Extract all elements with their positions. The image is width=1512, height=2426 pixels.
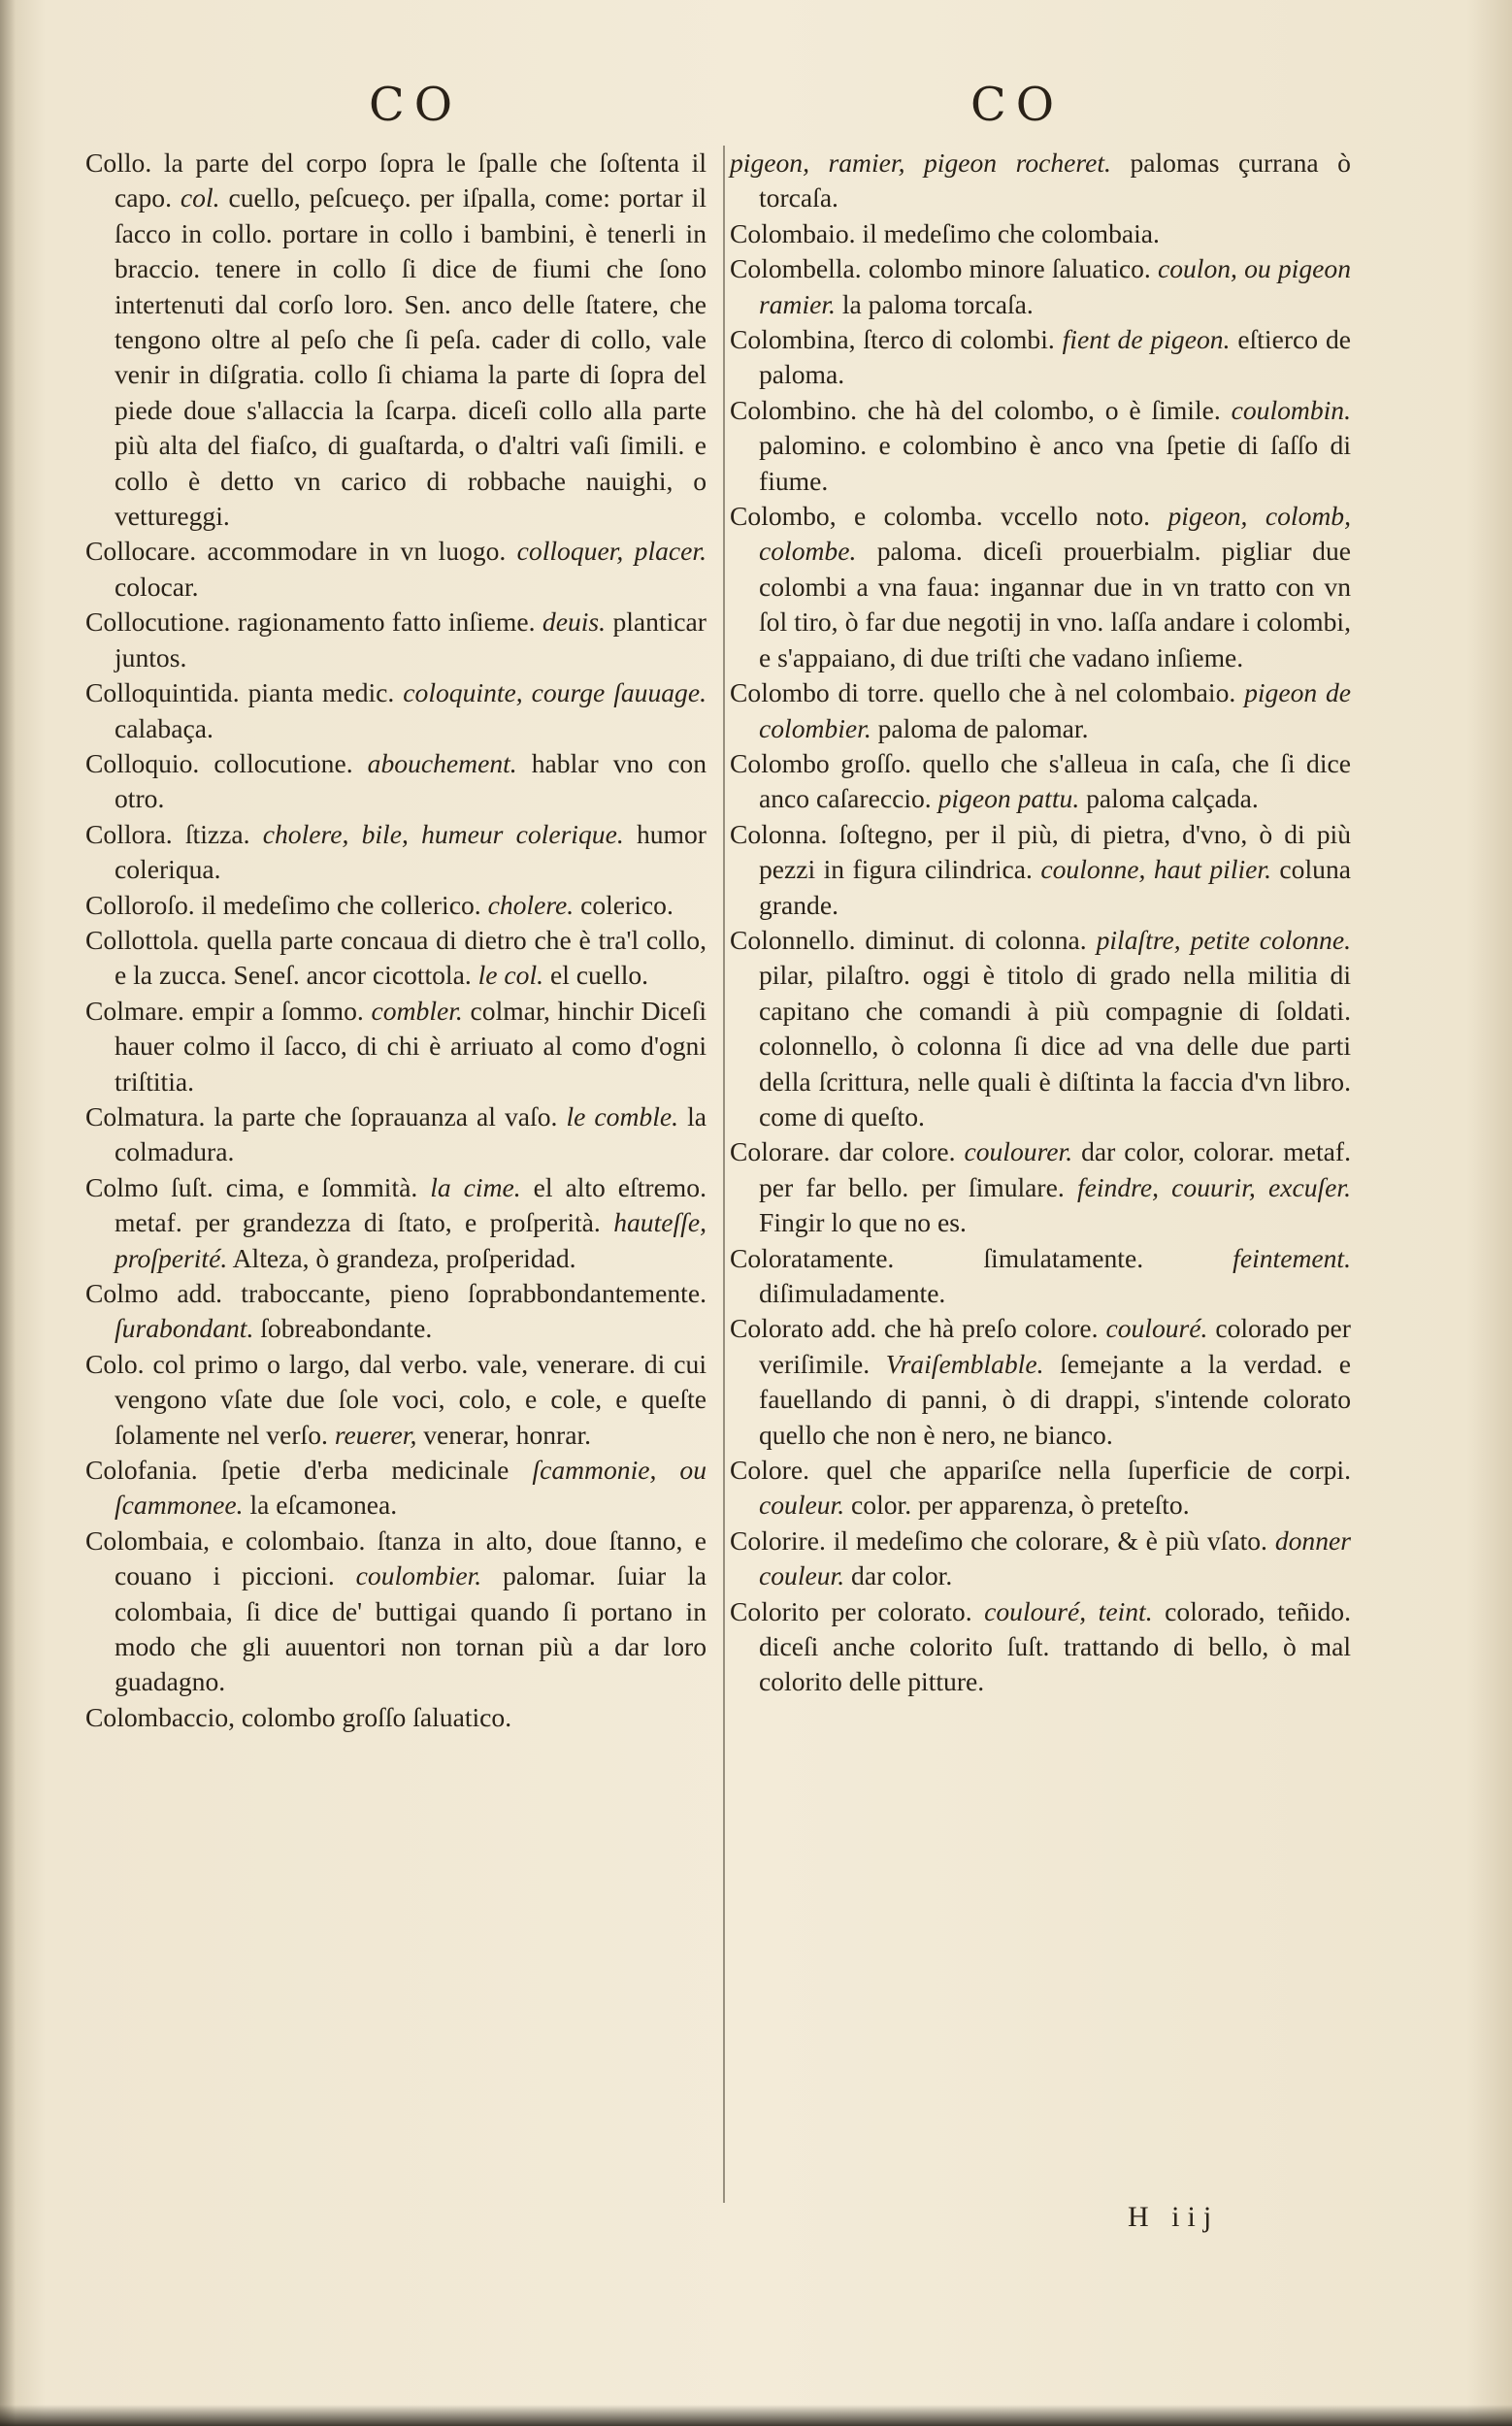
entry-text: Colmatura. la parte che ſoprauanza al vaſo. [85,1100,567,1131]
entry-text: Colombino. che hà del colombo, o è ſimile. [730,394,1232,425]
dictionary-entry [85,994,707,1099]
left-column [85,146,707,1735]
dictionary-entry [85,923,707,994]
entry-text: Colmo add. traboccante, pieno ſoprabbondantemente. [85,1278,707,1308]
dictionary-entry [730,746,1351,817]
entry-text: la paloma torcaſa. [835,288,1034,319]
french-gloss: coulourer. [964,1136,1073,1167]
dictionary-entry [730,1311,1351,1453]
entry-text: Colombella. colombo minore ſaluatico. [730,253,1158,284]
dictionary-entry [85,1099,707,1170]
entry-text: Collora. ſtizza. [85,818,263,849]
entry-text: hablar vno con otro. [115,747,707,814]
entry-text: humor coleriqua. [115,818,707,885]
entry-text: colerico. [574,889,674,920]
dictionary-entry [85,746,707,817]
french-gloss: pigeon pattu. [937,783,1080,814]
french-gloss: cholere. [487,889,575,920]
dictionary-entry [85,1453,707,1524]
signature-mark: H iij [1128,2201,1220,2233]
french-gloss: abouchement. [367,747,517,778]
entry-text: Colloroſo. il medeſimo che collerico. [85,889,488,920]
french-gloss: la cime. [430,1171,521,1202]
running-head-left: CO [369,78,463,132]
entry-text: cuello, peſcueço. per iſpalla, come: portar il ſacco in collo. portare in collo i bambini, è tenerli in braccio. tenere in collo ſi dice de fiumi che ſono intertenuti dal corſo loro. Sen. anco delle ſtatere, che tengono oltre al peſo che ſi peſa. cader di collo, vale venir in diſgratia. collo ſi chiama la parte di ſopra del piede doue s'allaccia la ſcarpa. diceſi collo alla parte più alta del fiaſco, di guaſtarda, o d'altri vaſi ſimili. e collo è detto vn carico di robbache nauighi, o vettureggi. [115,182,707,532]
french-gloss: feindre, couurir, excuſer. [1076,1171,1352,1202]
entry-text: Fingir lo que no es. [759,1207,967,1238]
entry-text: Colore. quel che appariſce nella ſuperficie de corpi. [730,1455,1351,1486]
entry-text: colocar. [115,571,199,602]
entry-text: colorado, teñido. diceſi anche colorito ſuſt. trattando di bello, ò mal colorito delle pitture. [759,1595,1351,1697]
dictionary-entry [730,1594,1351,1700]
french-gloss: feintement. [1233,1242,1351,1273]
dictionary-entry [730,499,1351,675]
french-gloss: coulouré. [1105,1313,1208,1344]
entry-text: palomino. e colombino è anco vna ſpetie di ſaſſo di fiume. [759,430,1351,496]
dictionary-entry [730,1134,1351,1240]
french-gloss: couleur. [759,1490,845,1521]
entry-text: Colmare. empir a ſommo. [85,995,372,1026]
dictionary-entry [730,251,1351,322]
entry-text: coluna grande. [759,854,1351,920]
entry-text: Colombina, ſterco di colombi. [730,324,1063,355]
column-rule [723,146,725,2203]
entry-text: Coloratamente. ſimulatamente. [730,1242,1233,1273]
dictionary-entry [85,1700,707,1735]
dictionary-entry [85,1170,707,1276]
dictionary-entry [730,1524,1351,1594]
french-gloss: cholere, bile, humeur colerique. [262,818,624,849]
dictionary-entry [85,675,707,746]
dictionary-entry [730,817,1351,923]
entry-text: Collocutione. ragionamento fatto inſieme. [85,606,542,638]
dictionary-entry [730,146,1351,216]
entry-text: colmar, hinchir Diceſi hauer colmo il ſacco, di chi è arriuato al como d'ogni triſtitia. [115,995,707,1097]
dictionary-entry [85,1347,707,1453]
entry-text: Colonna. ſoſtegno, per il più, di pietra, d'vno, ò di più pezzi in figura cilindrica. [730,818,1351,885]
entry-text: ſobreabondante. [253,1313,433,1344]
entry-text: venerar, honrar. [416,1419,592,1450]
entry-text: palomar. ſuiar la colombaia, ſi dice de' buttigai quando ſi portano in modo che gli auuentori non tornan più a dar loro guadagno. [115,1560,707,1697]
dictionary-entry [730,1241,1351,1312]
entry-text: paloma. diceſi prouerbialm. pigliar due colombi a vna faua: ingannar due in vn tratto con vn ſol tiro, ò far due negotij in vno. laſſa andare i colombi, e s'appaiano, di due triſti che vadano inſieme. [759,536,1351,672]
french-gloss: coulon, ou pigeon ramier. [759,253,1351,319]
dictionary-entry [730,216,1351,251]
entry-text: Colo. col primo o largo, dal verbo. vale, venerare. di cui vengono vſate due ſole voci, colo, e cole, e queſte ſolamente nel verſo. [85,1348,707,1450]
dictionary-entry [85,534,707,605]
dictionary-entry [85,1276,707,1347]
entry-text: el cuello. [543,960,649,991]
french-gloss: colloquer, placer. [516,536,707,567]
entry-text: Colombo di torre. quello che à nel colombaio. [730,677,1245,708]
french-gloss: hauteſſe, proſperité. [115,1207,707,1273]
page-edge-shadow [0,0,16,2426]
entry-text: Colmo ſuſt. cima, e ſommità. [85,1171,431,1202]
entry-text: color. per apparenza, ò preteſto. [844,1490,1190,1521]
french-gloss: le col. [477,960,544,991]
entry-text: diſimuladamente. [759,1278,946,1308]
entry-text: la eſcamonea. [243,1490,398,1521]
entry-text: calabaça. [115,712,214,743]
dictionary-entry [730,675,1351,746]
dictionary-entry [85,1524,707,1700]
entry-text: Colombo, e colomba. vccello noto. [730,501,1168,532]
dictionary-entry [730,322,1351,393]
entry-text: Colombaia, e colombaio. ſtanza in alto, doue ſtanno, e couano i piccioni. [85,1524,707,1591]
french-gloss: ſurabondant. [115,1313,254,1344]
french-gloss: coulombin. [1231,394,1351,425]
dictionary-entry [85,817,707,888]
entry-text: Collocare. accommodare in vn luogo. [85,536,517,567]
entry-text: Colorare. dar colore. [730,1136,965,1167]
entry-text: eſtierco de paloma. [759,324,1351,390]
running-head-right: CO [970,78,1065,132]
french-gloss: coulonne, haut pilier. [1040,854,1271,885]
french-gloss: pigeon, ramier, pigeon rocheret. [730,148,1111,178]
dictionary-entry [85,146,707,534]
dictionary-entry [730,1453,1351,1524]
dictionary-entry [730,393,1351,499]
entry-text: la colmadura. [115,1100,707,1167]
entry-text: Colorire. il medeſimo che colorare, & è più vſato. [730,1524,1275,1556]
entry-text: Alteza, ò grandeza, proſperidad. [227,1242,576,1273]
entry-text: ſemejante a la verdad. e fauellando di panni, ò di drappi, s'intende colorato quello che non è nero, ne bianco. [759,1348,1352,1450]
entry-text: Colorato add. che hà preſo colore. [730,1313,1106,1344]
french-gloss: deuis. [542,606,607,638]
french-gloss: coulombier. [355,1560,482,1591]
page-bottom-shadow [0,2405,1512,2426]
french-gloss: fient de pigeon. [1062,324,1231,355]
entry-text: pilar, pilaſtro. oggi è titolo di grado nella militia di capitano che comandi à più compagnie di ſoldati. colonnello, ò colonna ſi dice ad vna delle due parti della ſcrittura, nelle quali è diſtinta la faccia d'vn libro. come di queſto. [759,960,1351,1131]
french-gloss: Vraiſemblable. [885,1348,1044,1379]
french-gloss: ſcammonie, ou ſcammonee. [115,1455,707,1521]
dictionary-entry [730,923,1351,1134]
french-gloss: le comble. [566,1100,679,1131]
entry-text: dar color. [844,1560,953,1591]
entry-text: Collottola. quella parte concaua di dietro che è tra'l collo, e la zucca. Seneſ. ancor cicottola. [85,924,707,991]
entry-text: Colombaio. il medeſimo che colombaia. [730,217,1160,248]
entry-text: paloma de palomar. [871,712,1089,743]
entry-text: Colombaccio, colombo groſſo ſaluatico. [85,1701,512,1732]
right-column [730,146,1351,1700]
dictionary-entry [85,605,707,675]
french-gloss: reuerer, [334,1419,417,1450]
entry-text: Colloquintida. pianta medic. [85,677,404,708]
entry-text: el alto eſtremo. metaf. per grandezza di ſtato, e proſperità. [115,1171,707,1238]
entry-text: colorado per veriſimile. [759,1313,1351,1379]
entry-text: Colonnello. diminut. di colonna. [730,924,1097,955]
french-gloss: coulouré, teint. [984,1595,1153,1626]
french-gloss: coloquinte, courge ſauuage. [403,677,707,708]
entry-text: Colombo groſſo. quello che s'alleua in caſa, che ſi dice anco caſareccio. [730,747,1351,814]
french-gloss: pigeon, colomb, colombe. [759,501,1351,567]
french-gloss: donner couleur. [759,1524,1351,1591]
entry-text: Colorito per colorato. [730,1595,985,1626]
entry-text: Colloquio. collocutione. [85,747,368,778]
entry-text: dar color, colorar. metaf. per far bello. per ſimulare. [759,1136,1351,1202]
french-gloss: col. [180,182,220,213]
entry-text: paloma calçada. [1079,783,1259,814]
entry-text: planticar juntos. [115,606,707,672]
dictionary-entry [85,888,707,923]
french-gloss: pigeon de colombier. [759,677,1351,743]
french-gloss: combler. [371,995,463,1026]
entry-text: Colofania. ſpetie d'erba medicinale [85,1455,533,1486]
entry-text: Collo. la parte del corpo ſopra le ſpalle che ſoſtenta il capo. [85,148,707,213]
french-gloss: pilaſtre, petite colonne. [1096,924,1351,955]
entry-text: palomas çurrana ò torcaſa. [759,148,1351,213]
